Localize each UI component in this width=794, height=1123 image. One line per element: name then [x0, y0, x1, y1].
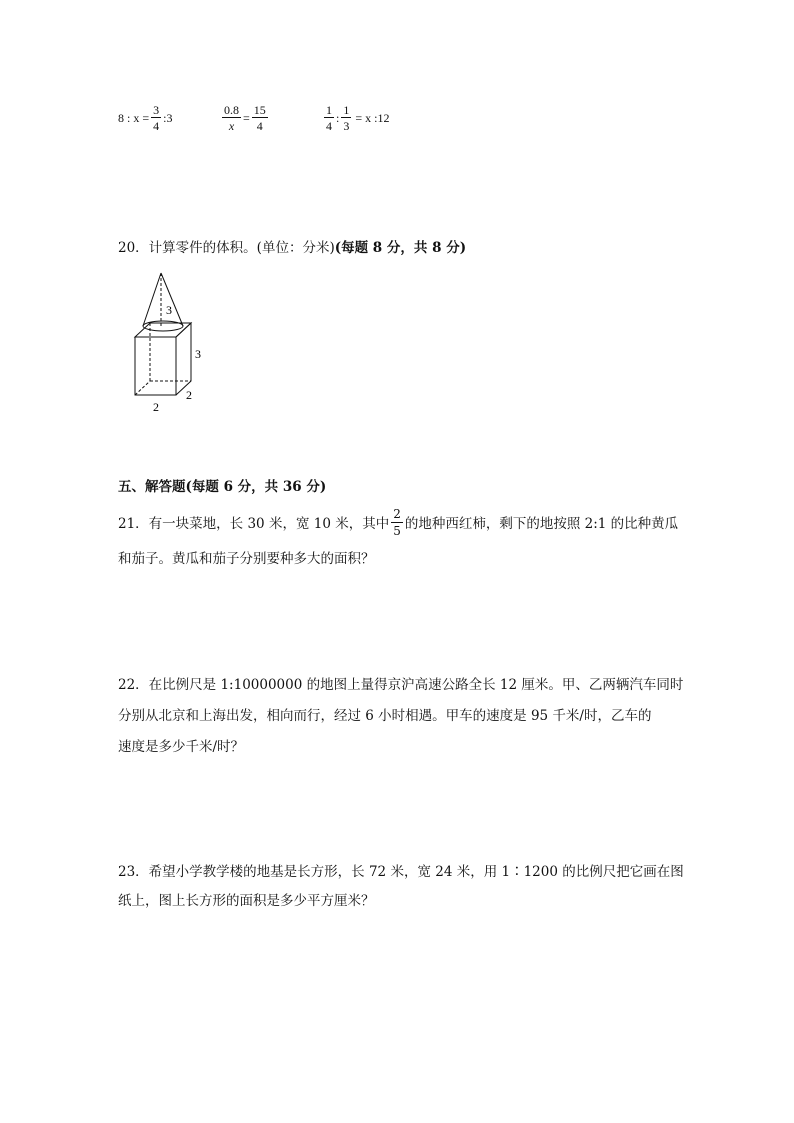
question-21-line-2: 和茄子。黄瓜和茄子分别要种多大的面积？ — [118, 551, 375, 567]
box-height-label: 3 — [195, 347, 201, 361]
box-width-label: 2 — [153, 400, 159, 414]
equation-3-fraction-2 — [341, 104, 351, 132]
question-20 — [118, 238, 466, 258]
equation-2 — [220, 100, 270, 136]
fraction-numerator: 1 — [343, 103, 350, 117]
equation-3 — [322, 100, 389, 136]
colon: : — [336, 110, 340, 125]
question-23-line-2: 纸上，图上长方形的面积是多少平方厘米？ — [118, 893, 375, 909]
fraction-numerator: 1 — [326, 103, 332, 117]
part-figure — [128, 268, 218, 418]
equation-3-fraction-1 — [324, 104, 334, 132]
question-20-text: 20．计算零件的体积。(单位：分米) — [118, 240, 335, 256]
equation-2-fraction-right — [252, 104, 268, 132]
box-hidden-depth — [135, 381, 150, 395]
equals-sign: = — [243, 110, 250, 125]
equation-1 — [118, 100, 172, 136]
question-21-fraction — [391, 508, 403, 537]
question-22-line-3: 速度是多少千米/时？ — [118, 739, 245, 755]
question-21-text-b: 的地种西红柿，剩下的地按照 2:1 的比种黄瓜 — [404, 516, 679, 532]
cone-left-edge — [143, 273, 161, 326]
fraction-numerator: 0.8 — [224, 103, 239, 117]
fraction-denominator: x — [228, 119, 235, 133]
question-22-line-1: 22．在比例尺是 1:10000000 的地图上量得京沪高速公路全长 12 厘米。甲、乙两辆汽车同时 — [118, 677, 684, 693]
section-5-heading — [118, 477, 326, 497]
fraction-denominator: 5 — [393, 523, 401, 538]
equation-1-right: :3 — [163, 110, 173, 125]
box-front-face — [135, 337, 176, 395]
equation-2-fraction-left — [222, 104, 241, 132]
fraction-numerator: 2 — [393, 506, 401, 521]
fraction-denominator: 4 — [256, 119, 263, 133]
fraction-numerator: 3 — [153, 103, 160, 117]
box-right-face — [176, 323, 191, 395]
box-depth-label: 2 — [186, 388, 192, 402]
section-5-score: (每题 6 分，共 36 分) — [185, 479, 327, 495]
fraction-denominator: 4 — [326, 119, 332, 133]
equation-1-left: 8 : x = — [118, 110, 150, 125]
fraction-denominator: 3 — [343, 119, 350, 133]
equation-3-right: = x :12 — [355, 110, 390, 125]
fraction-numerator: 15 — [253, 103, 266, 117]
question-21-text-a: 21．有一块菜地，长 30 米，宽 10 米，其中 — [118, 516, 390, 532]
question-21-line-1 — [118, 508, 678, 540]
fraction-denominator: 4 — [153, 119, 160, 133]
cone-right-edge — [161, 273, 183, 326]
section-5-title: 五、解答题 — [118, 479, 186, 495]
question-23-line-1: 23．希望小学教学楼的地基是长方形，长 72 米，宽 24 米，用 1∶1200 的比例尺把它画在图 — [118, 864, 684, 880]
question-20-score: (每题 8 分，共 8 分) — [334, 240, 467, 256]
cone-height-label: 3 — [166, 303, 172, 317]
question-22-line-2: 分别从北京和上海出发，相向而行，经过 6 小时相遇。甲车的速度是 95 千米/时，乙车的 — [118, 708, 652, 724]
equation-1-fraction — [151, 104, 161, 132]
